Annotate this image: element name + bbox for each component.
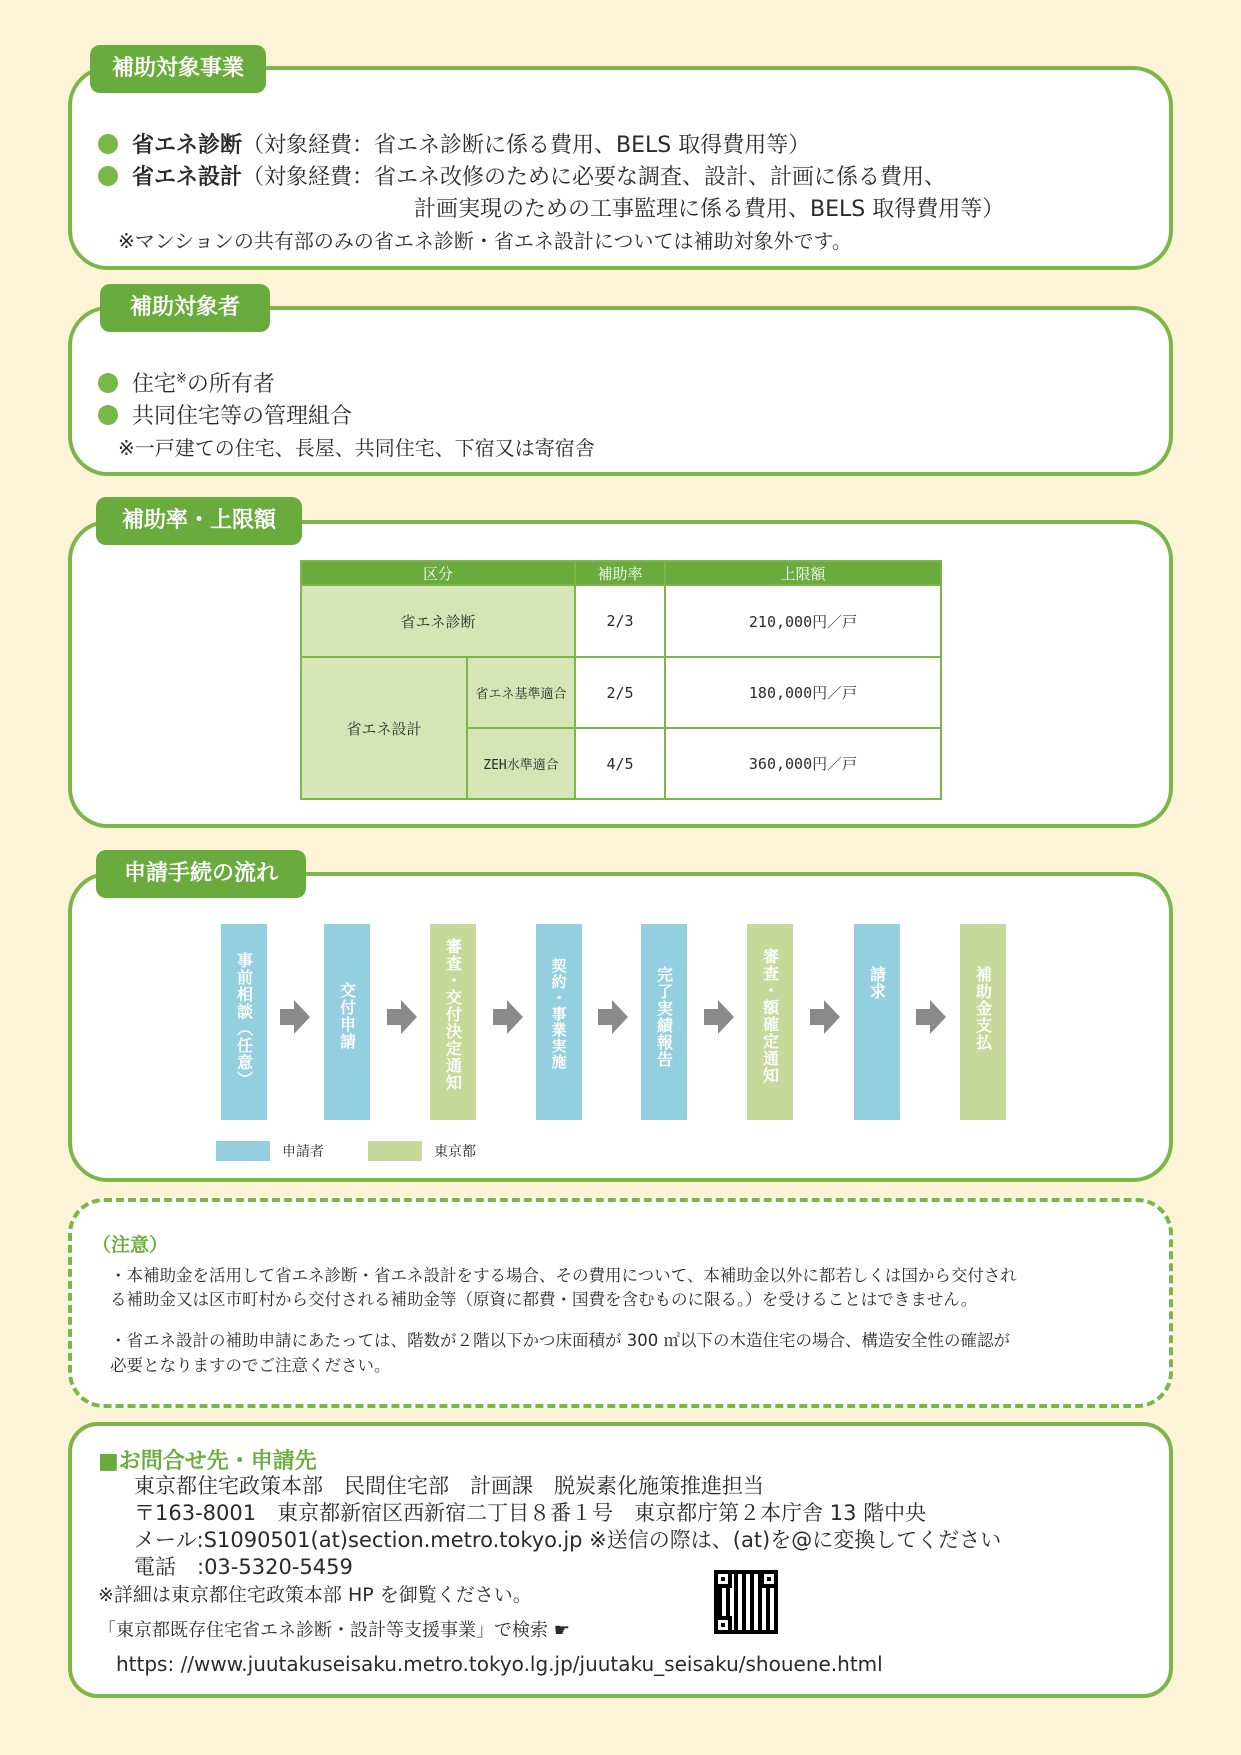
design-category: 省エネ設計 xyxy=(301,657,467,799)
flow-step-1: 事前相談（任意） xyxy=(221,924,267,1120)
caution-note-2a: ・省エネ設計の補助申請にあたっては、階数が２階以下かつ床面積が 300 ㎡以下の木造住宅の場合、構造安全性の確認が xyxy=(110,1331,1010,1350)
row1-category: 省エネ診断 xyxy=(301,585,575,657)
header-category: 区分 xyxy=(301,561,575,585)
bullet-icon xyxy=(98,405,118,425)
contact-hp-note: ※詳細は東京都住宅政策本部 HP を御覧ください。 xyxy=(98,1584,532,1606)
header-limit: 上限額 xyxy=(665,561,941,585)
caution-title: （注意） xyxy=(92,1234,169,1256)
rates-table xyxy=(300,560,942,800)
project-item-2-cont: 計画実現のための工事監理に係る費用、BELS 取得費用等） xyxy=(414,197,1005,222)
contact-search: 「東京都既存住宅省エネ診断・設計等支援事業」で検索 ☛ xyxy=(98,1620,570,1641)
projects-note: ※マンションの共有部のみの省エネ診断・省エネ設計については補助対象外です。 xyxy=(118,229,852,253)
flow-step-8: 補助金支払 xyxy=(960,924,1006,1120)
flow-step-6: 審査・額確定通知 xyxy=(747,924,793,1120)
row3-sub: ZEH水準適合 xyxy=(467,728,575,799)
bullet-icon xyxy=(98,373,118,393)
row3-rate: 4/5 xyxy=(575,728,665,799)
header-rate: 補助率 xyxy=(575,561,665,585)
project-item-2: 省エネ設計（対象経費：省エネ改修のために必要な調査、設計、計画に係る費用、 xyxy=(98,160,946,191)
bullet-icon xyxy=(98,134,118,154)
row2-limit: 180,000円／戸 xyxy=(665,657,941,728)
row3-limit: 360,000円／戸 xyxy=(665,728,941,799)
flow-step-4: 契約・事業実施 xyxy=(536,924,582,1120)
flow-step-2: 交付申請 xyxy=(324,924,370,1120)
row1-rate: 2/3 xyxy=(575,585,665,657)
row1-limit: 210,000円／戸 xyxy=(665,585,941,657)
caution-note-1a: ・本補助金を活用して省エネ診断・省エネ設計をする場合、その費用について、本補助金以外に都若しくは国から交付され xyxy=(110,1266,1017,1285)
subsidy-targets-tab: 補助対象者 xyxy=(100,284,270,332)
legend-tokyo-swatch xyxy=(368,1141,422,1161)
legend-tokyo-label: 東京都 xyxy=(434,1144,476,1160)
flow-step-7: 請求 xyxy=(854,924,900,1120)
target-item-2: 共同住宅等の管理組合 xyxy=(98,399,352,430)
contact-dept: 東京都住宅政策本部 民間住宅部 計画課 脱炭素化施策推進担当 xyxy=(134,1474,764,1498)
contact-url-link[interactable]: https: //www.juutakuseisaku.metro.tokyo.lg.jp/juutaku_seisaku/shouene.html xyxy=(116,1652,883,1676)
caution-note-1b: る補助金又は区市町村から交付される補助金等（原資に都費・国費を含むものに限る。）を受けることはできません。 xyxy=(110,1290,978,1309)
flow-step-5: 完了実績報告 xyxy=(641,924,687,1120)
contact-mail: メール:S1090501(at)section.metro.tokyo.jp ※送信の際は、(at)を@に変換してください xyxy=(134,1528,1002,1552)
legend-applicant-swatch xyxy=(216,1141,270,1161)
legend-applicant-label: 申請者 xyxy=(282,1144,324,1160)
qr-code-icon xyxy=(714,1570,778,1634)
subsidy-projects-tab: 補助対象事業 xyxy=(90,45,266,93)
targets-note: ※一戸建ての住宅、長屋、共同住宅、下宿又は寄宿舎 xyxy=(118,436,595,460)
row2-sub: 省エネ基準適合 xyxy=(467,657,575,728)
flow-tab: 申請手続の流れ xyxy=(96,850,306,898)
project-item-1: 省エネ診断（対象経費：省エネ診断に係る費用、BELS 取得費用等） xyxy=(98,128,810,159)
contact-heading: ■お問合せ先・申請先 xyxy=(98,1449,317,1474)
contact-address: 〒163-8001 東京都新宿区西新宿二丁目８番１号 東京都庁第２本庁舎 13 階中央 xyxy=(134,1501,927,1525)
caution-note-2b: 必要となりますのでご注意ください。 xyxy=(110,1356,391,1375)
flow-step-3: 審査・交付決定通知 xyxy=(430,924,476,1120)
target-item-1: 住宅※の所有者 xyxy=(98,367,275,398)
contact-phone: 電話 :03-5320-5459 xyxy=(134,1555,353,1579)
rates-tab: 補助率・上限額 xyxy=(96,497,302,545)
row2-rate: 2/5 xyxy=(575,657,665,728)
bullet-icon xyxy=(98,166,118,186)
